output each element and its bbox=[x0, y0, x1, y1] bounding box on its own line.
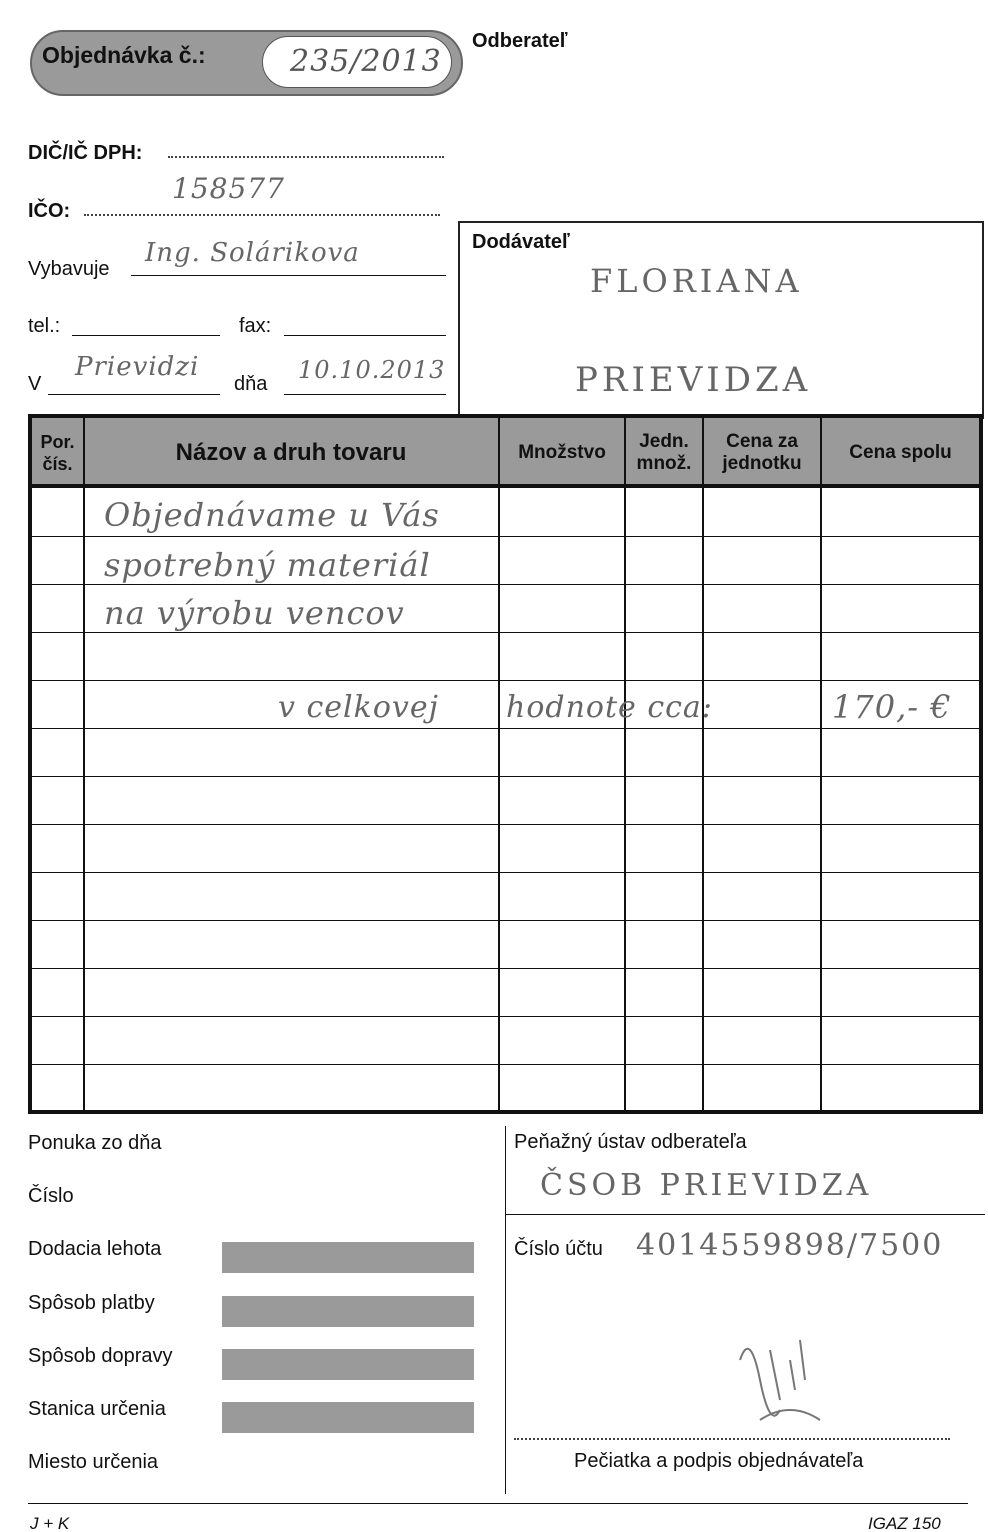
table-row bbox=[32, 824, 979, 825]
supplier-city: PRIEVIDZA bbox=[575, 360, 812, 400]
handwritten-line: Objednávame u Vás bbox=[104, 496, 440, 534]
form-code: IGAZ 150 bbox=[868, 1514, 941, 1532]
table-row bbox=[32, 1016, 979, 1017]
date-label: dňa bbox=[234, 373, 268, 395]
vat-id-label: DIČ/IČ DPH: bbox=[28, 142, 143, 164]
table-row bbox=[32, 968, 979, 969]
col-header-unit-price: Cena za jednotku bbox=[722, 431, 802, 474]
bank-divider bbox=[505, 1214, 985, 1215]
col-divider bbox=[820, 418, 822, 1110]
col-divider bbox=[702, 418, 704, 1110]
place-label: V bbox=[28, 373, 42, 395]
handwritten-line: hodnote cca: bbox=[506, 690, 713, 725]
tel-label: tel.: bbox=[28, 315, 61, 337]
table-row bbox=[32, 536, 979, 537]
tel-field[interactable] bbox=[72, 316, 220, 336]
vat-id-field[interactable] bbox=[168, 140, 444, 158]
number-label: Číslo bbox=[28, 1185, 74, 1207]
delivery-term-label: Dodacia lehota bbox=[28, 1238, 162, 1260]
col-divider bbox=[624, 418, 626, 1110]
handwritten-total: 170,- € bbox=[832, 688, 952, 726]
supplier-name: FLORIANA bbox=[590, 262, 803, 300]
bottom-rule bbox=[28, 1503, 968, 1504]
fax-label: fax: bbox=[239, 315, 272, 337]
destination-station-label: Stanica určenia bbox=[28, 1398, 166, 1420]
delivery-term-field[interactable] bbox=[222, 1242, 474, 1273]
signature-field[interactable] bbox=[514, 1422, 950, 1440]
ico-label: IČO: bbox=[28, 200, 71, 222]
place-value: Prievidzi bbox=[75, 352, 200, 382]
bank-label: Peňažný ústav odberateľa bbox=[514, 1131, 747, 1153]
table-row bbox=[32, 680, 979, 681]
handled-by-value: Ing. Solárikova bbox=[145, 238, 360, 268]
handwritten-line: na výrobu vencov bbox=[104, 594, 405, 632]
table-row bbox=[32, 632, 979, 633]
col-header-unit: Jedn. množ. bbox=[636, 431, 692, 474]
transport-method-field[interactable] bbox=[222, 1349, 474, 1380]
table-row bbox=[32, 920, 979, 921]
handwritten-line: v celkovej bbox=[278, 690, 439, 725]
table-row bbox=[32, 728, 979, 729]
payment-method-label: Spôsob platby bbox=[28, 1292, 155, 1314]
destination-station-field[interactable] bbox=[222, 1402, 474, 1433]
table-row bbox=[32, 1064, 979, 1065]
publisher-mark: J + K bbox=[30, 1514, 70, 1532]
destination-place-label: Miesto určenia bbox=[28, 1451, 159, 1473]
account-label: Číslo účtu bbox=[514, 1238, 603, 1260]
col-divider bbox=[498, 418, 500, 1110]
col-header-por: Por. čís. bbox=[40, 432, 75, 474]
col-divider bbox=[83, 418, 85, 1110]
order-label: Objednávka č.: bbox=[42, 42, 206, 68]
col-header-name: Názov a druh tovaru bbox=[175, 439, 407, 466]
table-row bbox=[32, 872, 979, 873]
customer-heading: Odberateľ bbox=[472, 30, 568, 52]
date-value: 10.10.2013 bbox=[298, 356, 446, 384]
payment-method-field[interactable] bbox=[222, 1296, 474, 1327]
signature-label: Pečiatka a podpis objednávateľa bbox=[574, 1450, 864, 1472]
handwritten-line: spotrebný materiál bbox=[104, 546, 431, 584]
order-number-value: 235/2013 bbox=[290, 44, 442, 79]
footer-divider bbox=[505, 1126, 506, 1494]
col-header-total: Cena spolu bbox=[849, 442, 952, 463]
table-row bbox=[32, 776, 979, 777]
offer-date-label: Ponuka zo dňa bbox=[28, 1132, 162, 1154]
transport-method-label: Spôsob dopravy bbox=[28, 1345, 173, 1367]
items-table bbox=[28, 414, 983, 1114]
table-row bbox=[32, 584, 979, 585]
supplier-label: Dodávateľ bbox=[472, 231, 570, 253]
ico-value: 158577 bbox=[172, 172, 285, 205]
col-header-qty: Množstvo bbox=[518, 442, 606, 463]
handled-by-label: Vybavuje bbox=[28, 258, 110, 280]
account-value: 4014559898/7500 bbox=[636, 1228, 944, 1263]
bank-value: ČSOB PRIEVIDZA bbox=[540, 1168, 873, 1203]
fax-field[interactable] bbox=[284, 316, 446, 336]
